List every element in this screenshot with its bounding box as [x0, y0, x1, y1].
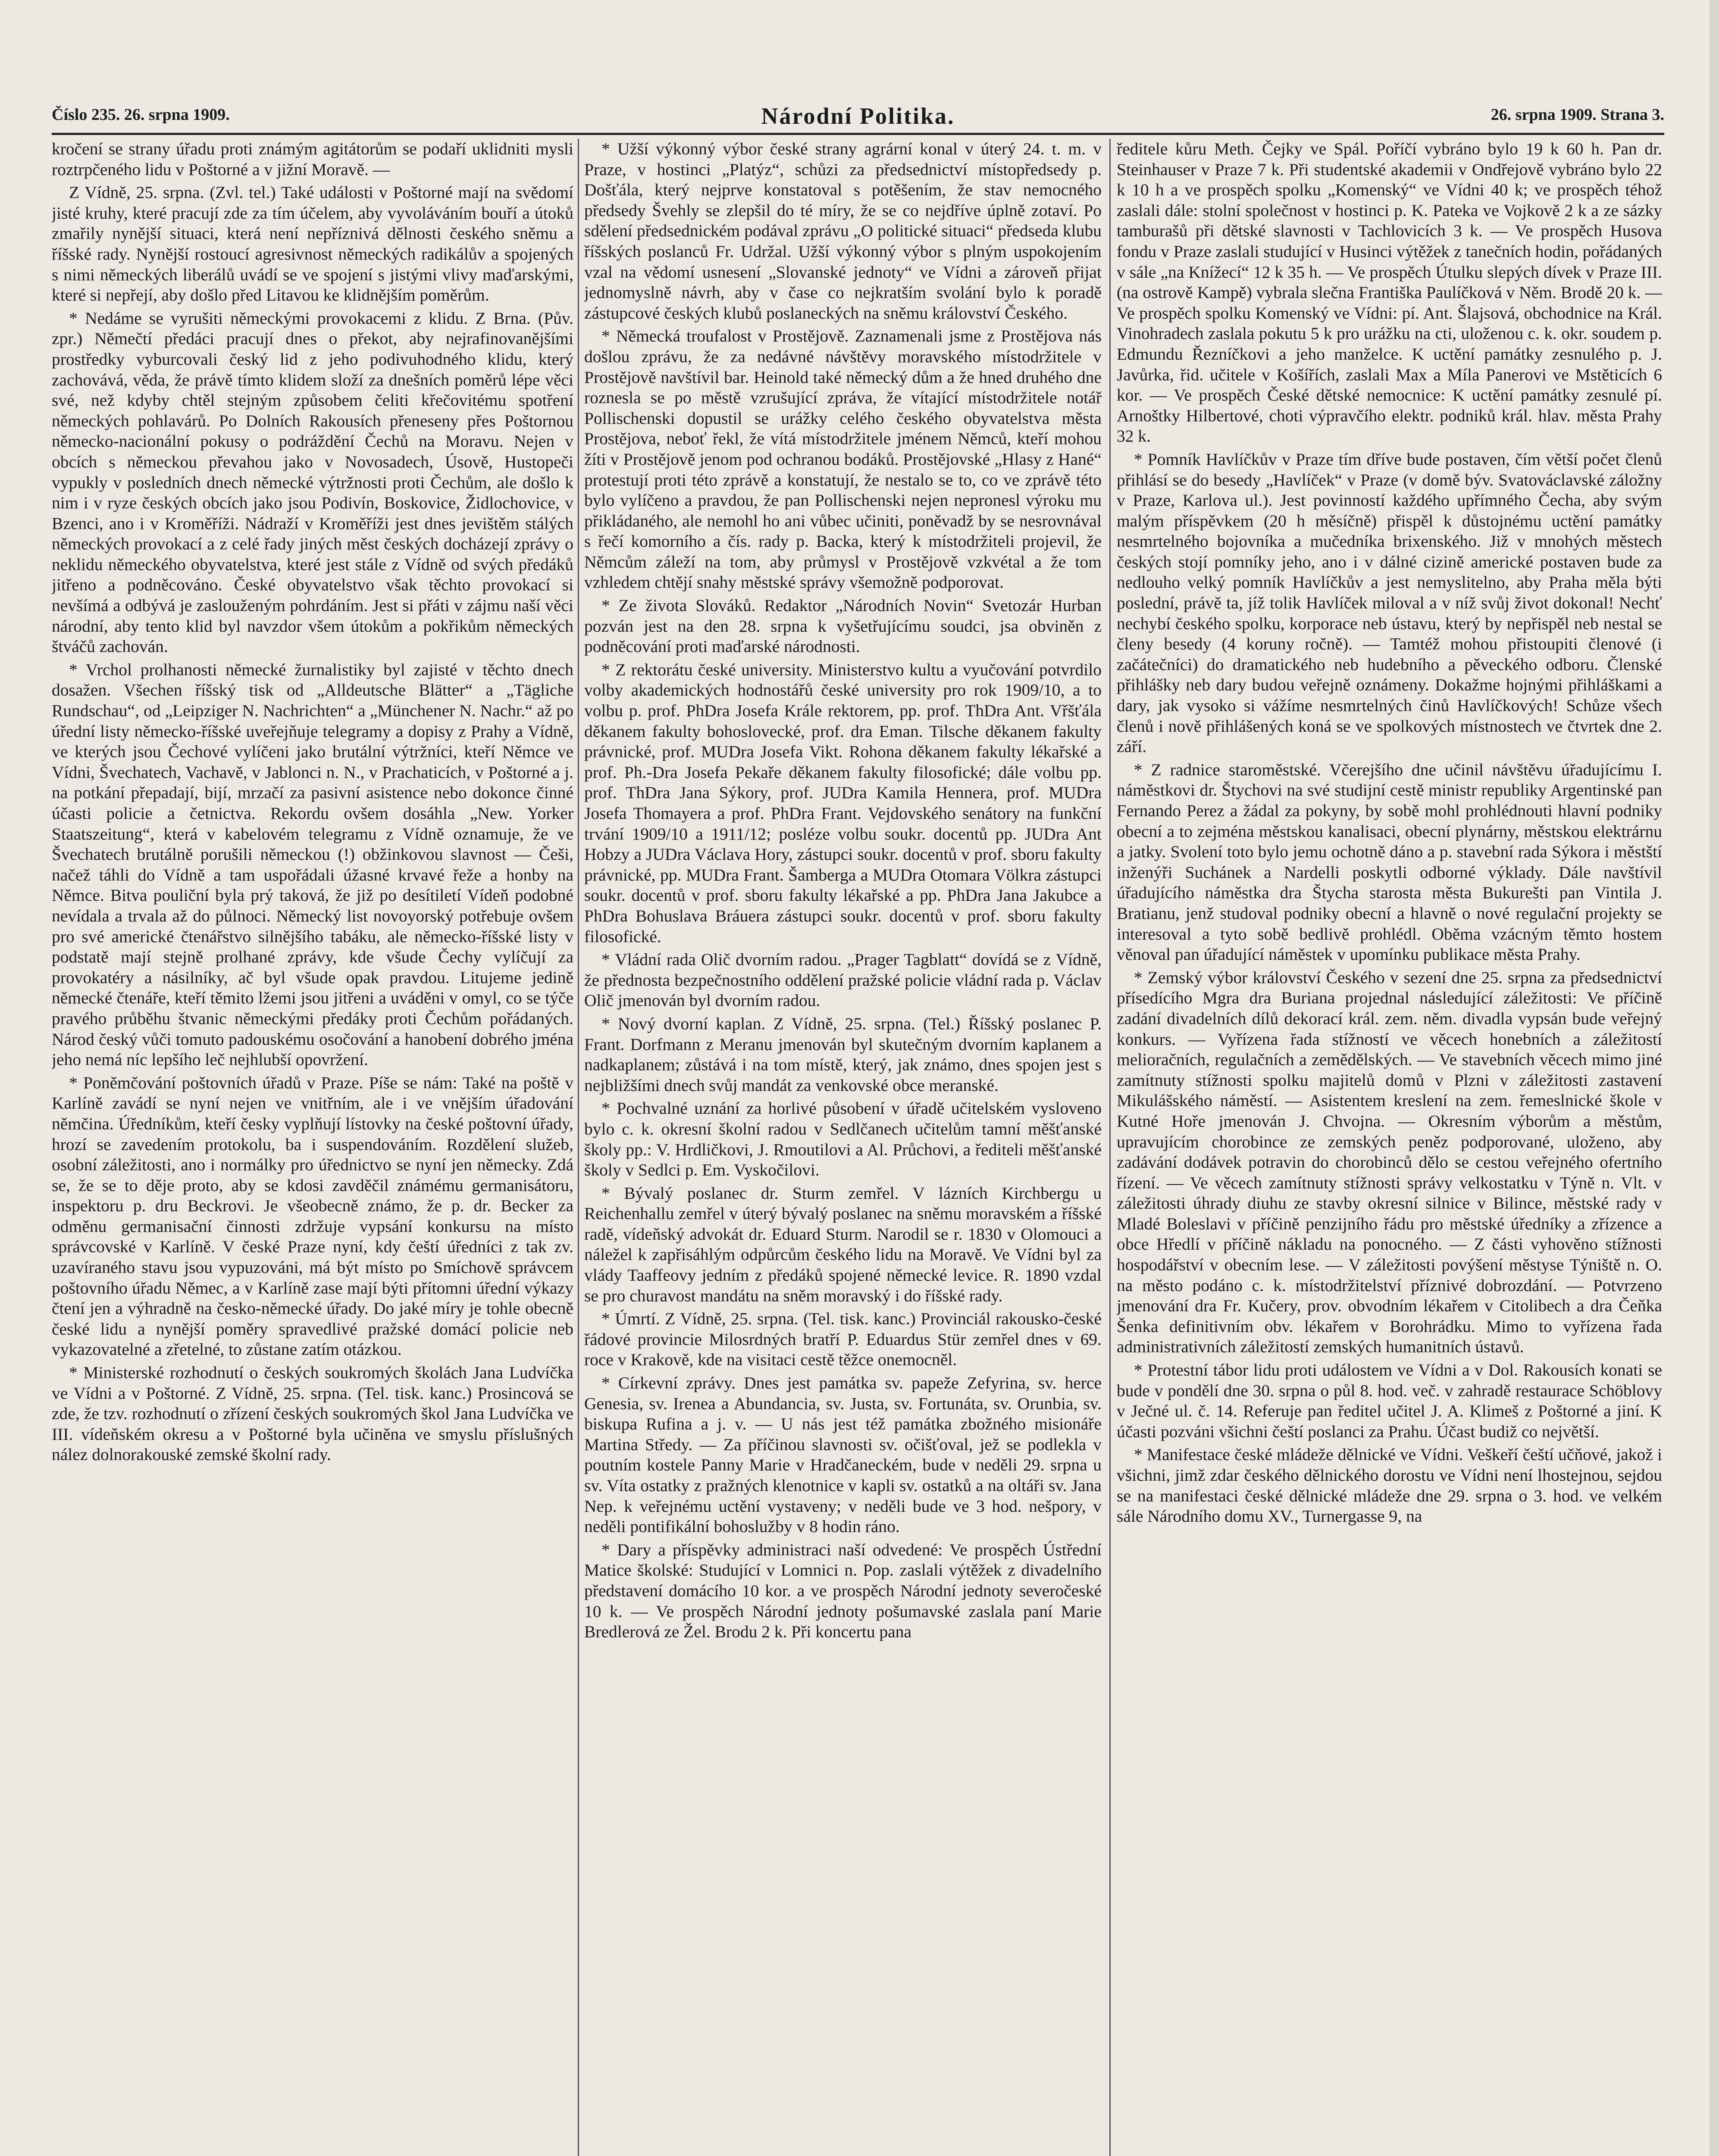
article-paragraph: * Nedáme se vyrušiti německými provokacemi z klidu. Z Brna. (Pův. zpr.) Němečtí předáci pracují dnes o překot, aby nejrafinovanějšími prostředky vyburcovali český lid z jeho podivuhodného klidu, který zachovává, věda, že právě tímto klidem složí za dnešních poměrů lépe věci své, než kdyby chtěl stejným způsobem čeliti křečovitému spotření německých pohlavárů. Po Dolních Rakousích přeneseny přes Poštornou německo-nacionální pokusy o podráždění Čechů na Moravu. Nejen v obcích s německou převahou jako v Novosadech, Úsově, Hustopeči vypukly v posledních dnech německé výtržnosti proti Čechům, ale došlo k nim i v ryze českých obcích jako jsou Podivín, Boskovice, Židlochovice, v Bzenci, ano i v Kroměříži. Nádraží v Kroměříži jest dnes jevištěm stálých německých provokací a z celé řady jiných měst českých docházejí zprávy o neklidu německého obyvatelstva, které jest stále z Vídně od svých předáků jitřeno a podněcováno. České obyvatelstvo však těchto provokací si nevšímá a odbývá je zaslouženým pohrdáním. Jest si přáti v zájmu naší věci národní, aby tento klid byl navzdor všem útokům a pokřikům německých štváčů zachován. [52, 308, 573, 656]
column-divider [1109, 139, 1111, 2156]
article-paragraph: * Užší výkonný výbor české strany agrární konal v úterý 24. t. m. v Praze, v hostinci „Platýz“, schůzi za předsednictví místopředsedy p. Došťála, který nejprve konstatoval s potěšením, že stav nemocného předsedy Švehly se zlepšil do té míry, že se co nejdříve úplně zotaví. Po sdělení předsednickém podával zprávu „O politické situaci“ předseda klubu říšských poslanců Fr. Udržal. Užší výkonný výbor s plným uspokojením vzal na vědomí usnesení „Slovanské jednoty“ ve Vídni a zároveň přijat jednomyslně návrh, aby v čase co nejkratším svolání bylo k poradě zástupcové českých klubů poslaneckých na sněmu království Českého. [584, 139, 1102, 323]
article-paragraph: * Ministerské rozhodnutí o českých soukromých školách Jana Ludvíčka ve Vídni a v Poštorné. Z Vídně, 25. srpna. (Tel. tisk. kanc.) Prosincová se zde, že tzv. rozhodnutí o zřízení českých soukromých škol Jana Ludvíčka ve III. vídeňském okresu a v Poštorné byla učiněna ve smyslu příslušných nález dolnorakouské zemské školní rady. [52, 1363, 573, 1464]
article-paragraph: ředitele kůru Meth. Čejky ve Spál. Poříčí vybráno bylo 19 k 60 h. Pan dr. Steinhauser v Praze 7 k. Při studentské akademii v Ondřejově vybráno bylo 22 k 10 h a ve prospěch spolku „Komenský“ ve Vídni 40 k; ve prospěch téhož zaslali dále: stolní společnost v hostinci p. K. Pateka ve Vojkově 2 k a ze sázky tamburašů při dětské slavnosti v Tachlovicích 3 k. — Ve prospěch Husova fondu v Praze zaslali studující v Husinci výtěžek z tanečních hodin, pořádaných v sále „na Knížecí“ 12 k 35 h. — Ve prospěch Útulku slepých dívek v Praze III. (na ostrově Kampě) vybrala slečna Františka Paulíčková v Něm. Brodě 20 k. — Ve prospěch spolku Komenský ve Vídni: pí. Ant. Šlajsová, obchodnice na Král. Vinohradech zaslala pokutu 5 k pro urážku na cti, uloženou c. k. okr. soudem p. Edmundu Řezníčkovi a jeho manželce. K uctění památky zesnulého p. J. Javůrka, řid. učitele v Košířích, zaslali Max a Míla Panerovi ve Mstěticích 6 kor. — Ve prospěch České dětské nemocnice: K uctění památky zesnulé pí. Arnoštky Hilbertové, choti výpravčího elektr. podniků král. hlav. města Prahy 32 k. [1117, 139, 1662, 446]
newspaper-title: Národní Politika. [761, 103, 955, 129]
article-paragraph: * Bývalý poslanec dr. Sturm zemřel. V lázních Kirchbergu u Reichenhallu zemřel v úterý bývalý poslanec na sněmu moravském a říšské radě, vídeňský advokát dr. Eduard Sturm. Narodil se r. 1830 v Olomouci a náležel k zapřisáhlým odpůrcům českého lidu na Moravě. Ve Vídni byl za vlády Taaffeovy jedním z předáků spojené německé levice. R. 1890 vzdal se pro churavost mandátu na sněm moravský i do říšské rady. [584, 1183, 1102, 1305]
article-paragraph: * Zemský výbor království Českého v sezení dne 25. srpna za předsednictví přísedícího Mgra dra Buriana projednal následující záležitosti: Ve příčině zadání divadelních dílů dekorací král. zem. něm. divadla vypsán bude veřejný konkurs. — Vyřízena řada stížností ve věcech honebních a záležitostí melioračních, regulačních a zemědělských. — Ve stavebních věcech mimo jiné zamítnuty stížnosti spolku majitelů domů v Plzni v záležitosti zastavení Mikulášského náměstí. — Asistentem kreslení na zem. řemeslnické škole v Kutné Hoře jmenován J. Chvojna. — Okresním výborům a městům, upravujícím chorobince ze zemských peněz podporované, uloženo, aby zadávání dodávek potravin do chorobinců dělo se cestou veřejného ofertního řízení. — Ve věcech zamítnuty stížnosti správy velkostatku v Týně n. Vlt. v záležitosti úhrady diuhu ze stavby okresní silnice v Bilince, městské rady v Mladé Boleslavi v příčině penzijního řádu pro městské úředníky a zřízence a obce Hředlí v příčině nákladu na ponocného. — Z části vyhověno stížnosti hospodářství v obecním lese. — V záležitosti povýšení městyse Týniště n. O. na město podáno c. k. místodržitelství příznivé dobrozdání. — Potvrzeno jmenování dra Fr. Kučery, prov. obvodním lékařem v Citolibech a dra Čeňka Šenka definitivním obv. lékařem v Borohrádku. Mimo to vyřízena řada administrativních záležitostí zemských humanitních ústavů. [1117, 968, 1662, 1357]
article-paragraph: * Dary a příspěvky administraci naší odvedené: Ve prospěch Ústřední Matice školské: Studující v Lomnici n. Pop. zaslali výtěžek z divadelního představení domácího 10 kor. a ve prospěch Národní jednoty severočeské 10 k. — Ve prospěch Národní jednoty pošumavské zaslala paní Marie Bredlerová ze Žel. Brodu 2 k. Při koncertu pana [584, 1540, 1102, 1642]
column-2 [584, 139, 1102, 2156]
article-paragraph: * Ze života Slováků. Redaktor „Národních Novin“ Svetozár Hurban pozván jest na den 28. srpna k vyšetřujícímu soudci, jsa obviněn z podněcování proti maďarské národnosti. [584, 596, 1102, 656]
article-paragraph: * Pomník Havlíčkův v Praze tím dříve bude postaven, čím větší počet členů přihlásí se do besedy „Havlíček“ v Praze (v domě býv. Svatováclavské záložny v Praze, Karlova ul.). Jest povinností každého upřímného Čecha, aby svým malým příspěvkem (20 h měsíčně) přispěl k důstojnému uctění památky nesmrtelného bojovníka a mučedníka brixenského. Již v mnohých městech českých stojí pomníky jeho, ano i v dálné cizině americké postaven bude za nedlouho velký pomník Havlíčkův a jest nemyslitelno, aby Praha měla býti poslední, právě ta, jíž tolik Havlíček miloval a v níž svůj život dokonal! Nechť nechybí českého spolku, korporace neb ústavu, který by nepřispěl neb nestal se členy besedy (4 koruny ročně). — Tamtéž mohou přistoupiti členové (i začátečníci) do dramatického neb hudebního a pěveckého odboru. Členské přihlášky neb dary budou veřejně oznámeny. Dokažme hojnými přihláškami a dary, jak vysoko si vážíme nesmrtelných činů Havlíčkových! Schůze všech členů i nově přihlášených koná se ve spolkových místnostech ve čtvrtek dne 2. září. [1117, 449, 1662, 756]
article-paragraph: * Pochvalné uznání za horlivé působení v úřadě učitelském vysloveno bylo c. k. okresní školní radou v Sedlčanech učitelům tamní měšťanské školy pp.: V. Hrdličkovi, J. Rmoutilovi a Al. Průchovi, a řediteli měšťanské školy v Sedlci p. Em. Vyskočilovi. [584, 1099, 1102, 1180]
article-paragraph: Z Vídně, 25. srpna. (Zvl. tel.) Také události v Poštorné mají na svědomí jisté kruhy, které pracují zde za tím účelem, aby vyvoláváním bouří a útoků zmařily nynější situaci, která není nepříznivá dělnosti českého sněmu a říšské rady. Nynější rostoucí agresivnost německých radikálův a spojených s nimi německých liberálů uvádí se ve spojení s jistými vlivy maďarskými, které si nepřejí, aby došlo před Litavou ke klidnějším poměrům. [52, 183, 573, 305]
column-divider [578, 139, 579, 2156]
article-paragraph: * Protestní tábor lidu proti událostem ve Vídni a v Dol. Rakousích konati se bude v pondělí dne 30. srpna o půl 8. hod. več. v zahradě restaurace Schöblovy v Ječné ul. č. 14. Referuje pan ředitel učitel J. A. Klimeš z Poštorné a jiní. K účasti pozváni všichni čeští poslanci za Prahu. Účast budiž co největší. [1117, 1360, 1662, 1441]
header-rule [52, 133, 1664, 135]
article-paragraph: * Německá troufalost v Prostějově. Zaznamenali jsme z Prostějova nás došlou zprávu, že za nedávné návštěvy moravského místodržitele v Prostějově navštívil bar. Heinold také německý dům a že hned druhého dne roznesla se po městě vzrušující zpráva, že vítající místodržitele notář Pollischenski dopustil se urážky celého českého obyvatelstva města Prostějova, neboť řekl, že vítá místodržitele jménem Němců, kteří mohou žíti v Prostějově jenom pod ochranou bodáků. Prostějovské „Hlasy z Hané“ protestují proti této zprávě a konstatují, že nestalo se to, co ve zprávě této bylo vylíčeno a pravdou, že pan Pollischenski nejen nepronesl výroku mu přikládaného, ale nemohl ho ani vůbec učiniti, poněvadž by se nesrovnával s řečí komorního a čís. rady p. Backa, který k místodržiteli projevil, že Němcům záleží na tom, aby průmysl v Prostějově vzkvétal a že tom vzhledem chtějí snahy městské správy všemožně podporovat. [584, 326, 1102, 592]
page-header [52, 103, 1664, 137]
column-3 [1117, 139, 1662, 2156]
article-paragraph: * Církevní zprávy. Dnes jest památka sv. papeže Zefyrina, sv. herce Genesia, sv. Irenea a Abundancia, sv. Justa, sv. Fortunáta, sv. Orunbia, sv. biskupa Rufina a j. v. — U nás jest též památka zbožného misionáře Martina Středy. — Za příčinou slavnosti sv. očišťoval, jež se podlekla v poutním kostele Panny Marie v Hradčaneckém, bude v neděli 29. srpna u sv. Víta ostatky z pražných klenotnice v kapli sv. ostatků a na oltáři sv. Jana Nep. k veřejnému uctění vystaveny; v neděli bude ve 3 hod. nešpory, v neděli pontifikální bohoslužby v 8 hodin ráno. [584, 1373, 1102, 1536]
article-paragraph: * Manifestace české mládeže dělnické ve Vídni. Veškeří čeští učňové, jakož i všichni, jimž zdar českého dělnického dorostu ve Vídni není lhostejnou, sejdou se na manifestaci české dělnické mládeže dne 29. srpna o 3. hod. ve velkém sále Národního domu XV., Turnergasse 9, na [1117, 1445, 1662, 1526]
article-paragraph: * Vládní rada Olič dvorním radou. „Prager Tagblatt“ dovídá se z Vídně, že přednosta bezpečnostního oddělení pražské policie vládní rada p. Václav Olič jmenován byl dvorním radou. [584, 950, 1102, 1010]
article-paragraph: * Úmrtí. Z Vídně, 25. srpna. (Tel. tisk. kanc.) Provinciál rakousko-české řádové provincie Milosrdných bratří P. Eduardus Stür zemřel dnes v 69. roce v Krakově, kde na visitaci cestě těžce onemocněl. [584, 1309, 1102, 1369]
page-number: 26. srpna 1909. Strana 3. [1490, 106, 1664, 124]
article-paragraph: * Vrchol prolhanosti německé žurnalistiky byl zajisté v těchto dnech dosažen. Všechen říšský tisk od „Alldeutsche Blätter“ a „Tägliche Rundschau“, od „Leipziger N. Nachrichten“ a „Münchener N. Nachr.“ až po úřední listy německo-říšské uveřejňuje telegramy a dopisy z Prahy a Vídně, ve kterých jsou Čechové vylíčeni jako brutální výtržníci, kteří Němce ve Vídni, Švechatech, Vachavě, v Jablonci n. N., v Prachaticích, v Poštorné a j. na potkání přepadají, bijí, mrzačí za pasivní asistence nebo dokonce činné účasti policie a četnictva. Rekordu ovšem dosáhla „New. Yorker Staatszeitung“, která v kabelovém telegramu z Vídně oznamuje, že ve Švechatech brutálně porušili německou (!) obžinkovou slavnost — Češi, načež táhli do Vídně a tam uspořádali úžasné krvavé řeže a honby na Němce. Bitva pouliční byla prý taková, že již po desítiletí Vídeň podobné nevídala a trvala až do půlnoci. Německý list novoyorský potřebuje ovšem pro své americké čtenářstvo silnějšího tabáku, ale německo-říšské listy v podstatě mají stejně prolhané zprávy, kde všude Čechy vylíčují za provokatéry a násilníky, ač byl všude opak pravdou. Litujeme jedině německé čtenáře, kteří těmito lžemi jsou jitřeni a uváděni v omyl, co se týče pravého průběhu štvanic německými předáky proti Čechům pořádaných. Národ český vůči tomuto padouskému osočování a hanobení dobrého jména jeho nemá níc lepšího leč nejhlubší opovržení. [52, 660, 573, 1069]
article-paragraph: * Z rektorátu české university. Ministerstvo kultu a vyučování potvrdilo volby akademických hodnostářů české university pro rok 1909/10, a to volbu p. prof. PhDra Josefa Krále rektorem, pp. prof. ThDra Ant. Vřšťála děkanem fakulty bohoslovecké, prof. dra Eman. Tilsche děkanem fakulty právnické, prof. MUDra Josefa Vikt. Rohona děkanem fakulty lékařské a prof. Ph.-Dra Josefa Pekaře děkanem fakulty filosofické; dále volbu pp. prof. ThDra Jana Sýkory, prof. JUDra Kamila Hennera, prof. MUDra Josefa Thomayera a prof. PhDra Frant. Vejdovského senátory na funkční trvání 1909/10 a 1911/12; posléze volbu soukr. docentů pp. JUDra Ant Hobzy a JUDra Václava Hory, zástupci soukr. docentů v prof. sboru fakulty právnické, pp. MUDra Frant. Šamberga a MUDra Otomara Völkra zástupci soukr. docentů v prof. sboru fakulty lékařské a pp. PhDra Jana Jakubce a PhDra Bohuslava Bráuera zástupci soukr. docentů v prof. sboru fakulty filosofické. [584, 660, 1102, 946]
article-paragraph: * Nový dvorní kaplan. Z Vídně, 25. srpna. (Tel.) Říšský poslanec P. Frant. Dorfmann z Meranu jmenován byl skutečným dvorním kaplanem a nadkaplanem; zůstává i na tom místě, který, jak známo, dnes spojen jest s nejbližšími dnech svůj mandát za venkovské obce meranské. [584, 1014, 1102, 1095]
article-paragraph: * Z radnice staroměstské. Včerejšího dne učinil návštěvu úřadujícímu I. náměstkovi dr. Štychovi na své studijní cestě ministr republiky Argentinské pan Fernando Perez a žádal za pokyny, by sobě mohl prohlédnouti hlavní podniky obecní a to zejména městskou kanalisaci, obecní plynárny, městskou elektrárnu a jatky. Svolení toto bylo jemu ochotně dáno a p. stavební rada Sýkora i městští inženýři Suchánek a Nardelli poskytli odborné výklady. Dále navštívil úřadujícího náměstka dra Štycha starosta města Bukurešti pan Vintila J. Bratianu, jenž studoval podniky obecní a hlavně o nové regulační projekty se interesoval a tyto sobě bedlivě prohlédl. Oběma vzácným těmto hostem věnoval pan úřadující náměstek v upomínku publikace města Prahy. [1117, 760, 1662, 964]
article-paragraph: kročení se strany úřadu proti známým agitátorům se podaří uklidniti mysli roztrpčeného lidu v Poštorné a v jižní Moravě. — [52, 139, 573, 179]
article-paragraph: * Poněmčování poštovních úřadů v Praze. Píše se nám: Také na poště v Karlíně zavádí se nyní nejen ve vnitřním, ale i ve vnějším úřadování němčina. Úředníkům, kteří česky vyplňují lístovky na české poštovní úřady, hrozí se zavedením protokolu, ba i suspendováním. Rozdělení služeb, osobní záležitosti, ano i normálky pro úřednictvo se nyní jen německy. Zdá se, že se to děje proto, aby se kdosi zavděčil známému germanisátoru, inspektoru p. dru Beckrovi. Je všeobecně známo, že p. dr. Becker za odměnu germanisační činnosti zdržuje vypsání konkursu na místo správcovské v Karlíně. V české Praze nyní, kdy čeští úředníci z tak zv. uzavíraného stavu jsou vypuzováni, má být místo po Smíchově správcem poštovního úřadu Němec, a v Karlíně zase mají býti přítomni úřední výkazy čtení jen a výhradně na česko-německé úřady. Do jaké míry je tohle obecně české lidu a nynější poměry spravedlivé pražské domácí policie neb vykazovatelné a zřetelné, to zůstane zatím otázkou. [52, 1073, 573, 1359]
column-1 [52, 139, 573, 2156]
scan-edge [1710, 0, 1719, 2156]
issue-date: Číslo 235. 26. srpna 1909. [52, 106, 230, 124]
